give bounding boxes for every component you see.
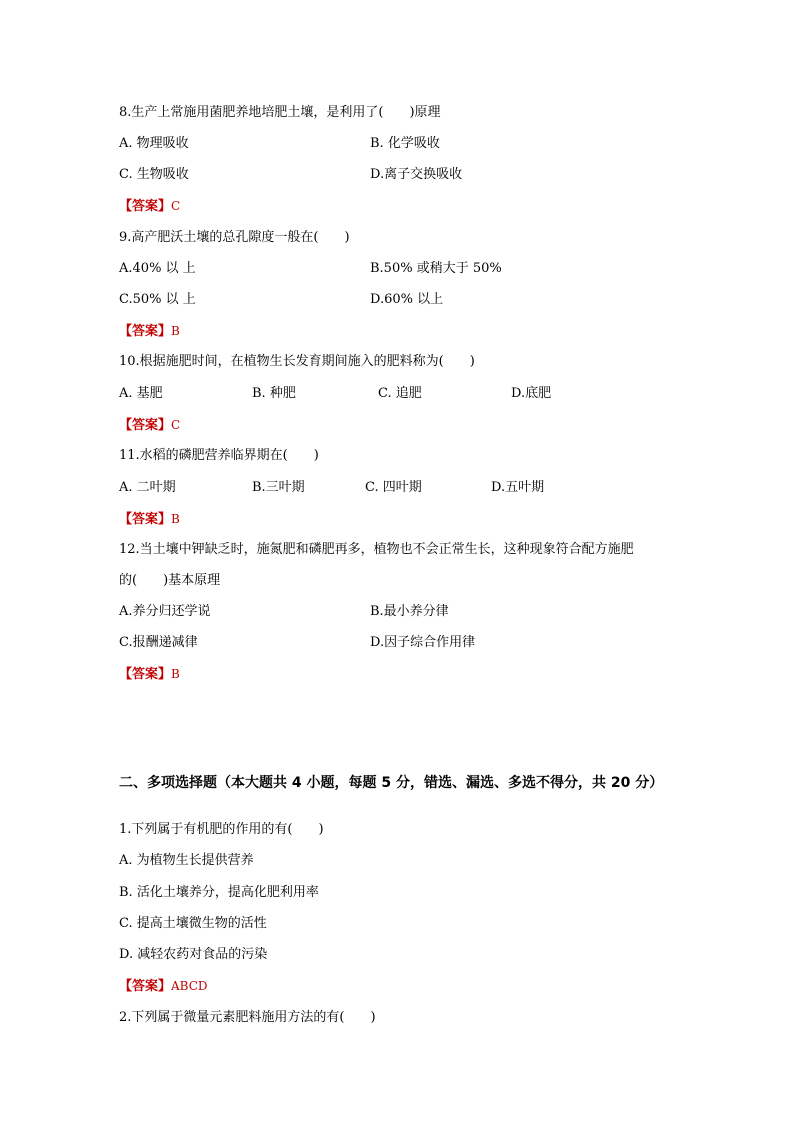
q12-option-d: D.因子综合作用律 [370, 635, 476, 650]
question-11-stem: 11.水稻的磷肥营养临界期在( ) [119, 448, 319, 463]
answer-value: B [171, 512, 180, 526]
answer-label: 【答案】 [119, 199, 172, 214]
q8-option-a: A. 物理吸收 [119, 136, 189, 151]
q9-option-d: D.60% 以上 [370, 292, 444, 307]
q10-option-b: B. 种肥 [252, 386, 296, 401]
answer-label: 【答案】 [119, 667, 172, 682]
q11-option-c: C. 四叶期 [365, 480, 422, 495]
q11-option-b: B.三叶期 [252, 480, 305, 495]
q10-option-c: C. 追肥 [378, 386, 422, 401]
answer-value: B [171, 667, 180, 681]
answer-value: C [171, 418, 181, 432]
question-10-stem: 10.根据施肥时间，在植物生长发育期间施入的肥料称为( ) [119, 354, 475, 369]
answer-label: 【答案】 [119, 324, 172, 339]
q8-answer [119, 197, 180, 216]
q12-option-a: A.养分归还学说 [119, 604, 211, 619]
s2-q1-option-a: A. 为植物生长提供营养 [119, 853, 254, 868]
q8-option-b: B. 化学吸收 [370, 136, 440, 151]
question-12-stem-line2: 的( )基本原理 [119, 573, 221, 588]
q9-option-c: C.50% 以 上 [119, 292, 196, 307]
q10-option-d: D.底肥 [511, 386, 552, 401]
question-9-stem: 9.高产肥沃土壤的总孔隙度一般在( ) [119, 230, 350, 245]
q9-option-a: A.40% 以 上 [119, 261, 196, 276]
answer-label: 【答案】 [119, 979, 172, 994]
question-8-stem: 8.生产上常施用菌肥养地培肥土壤，是利用了( )原理 [119, 105, 441, 120]
s2-q1-option-b: B. 活化土壤养分，提高化肥利用率 [119, 885, 319, 900]
q9-option-b: B.50% 或稍大于 50% [370, 261, 502, 276]
q12-option-b: B.最小养分律 [370, 604, 449, 619]
q11-option-a: A. 二叶期 [119, 480, 176, 495]
q12-answer [119, 665, 180, 684]
q10-answer [119, 416, 180, 435]
answer-value: B [171, 324, 180, 338]
q11-answer [119, 510, 180, 529]
answer-label: 【答案】 [119, 512, 172, 527]
q8-option-c: C. 生物吸收 [119, 167, 189, 182]
answer-label: 【答案】 [119, 418, 172, 433]
answer-value: ABCD [171, 979, 208, 993]
q10-option-a: A. 基肥 [119, 386, 163, 401]
q8-option-d: D.离子交换吸收 [370, 167, 463, 182]
q12-option-c: C.报酬递减律 [119, 635, 198, 650]
section-2-heading: 二、多项选择题（本大题共 4 小题，每题 5 分，错选、漏选、多选不得分，共 20 分） [119, 775, 664, 791]
s2-q1-option-d: D. 减轻农药对食品的污染 [119, 947, 268, 962]
s2-q1-answer [119, 977, 208, 996]
s2-question-2-stem: 2.下列属于微量元素肥料施用方法的有( ) [119, 1010, 376, 1025]
q9-answer [119, 322, 180, 341]
question-12-stem-line1: 12.当土壤中钾缺乏时，施氮肥和磷肥再多，植物也不会正常生长，这种现象符合配方施肥 [119, 542, 634, 557]
answer-value: C [171, 199, 181, 213]
s2-question-1-stem: 1.下列属于有机肥的作用的有( ) [119, 822, 324, 837]
s2-q1-option-c: C. 提高土壤微生物的活性 [119, 916, 267, 931]
q11-option-d: D.五叶期 [491, 480, 545, 495]
